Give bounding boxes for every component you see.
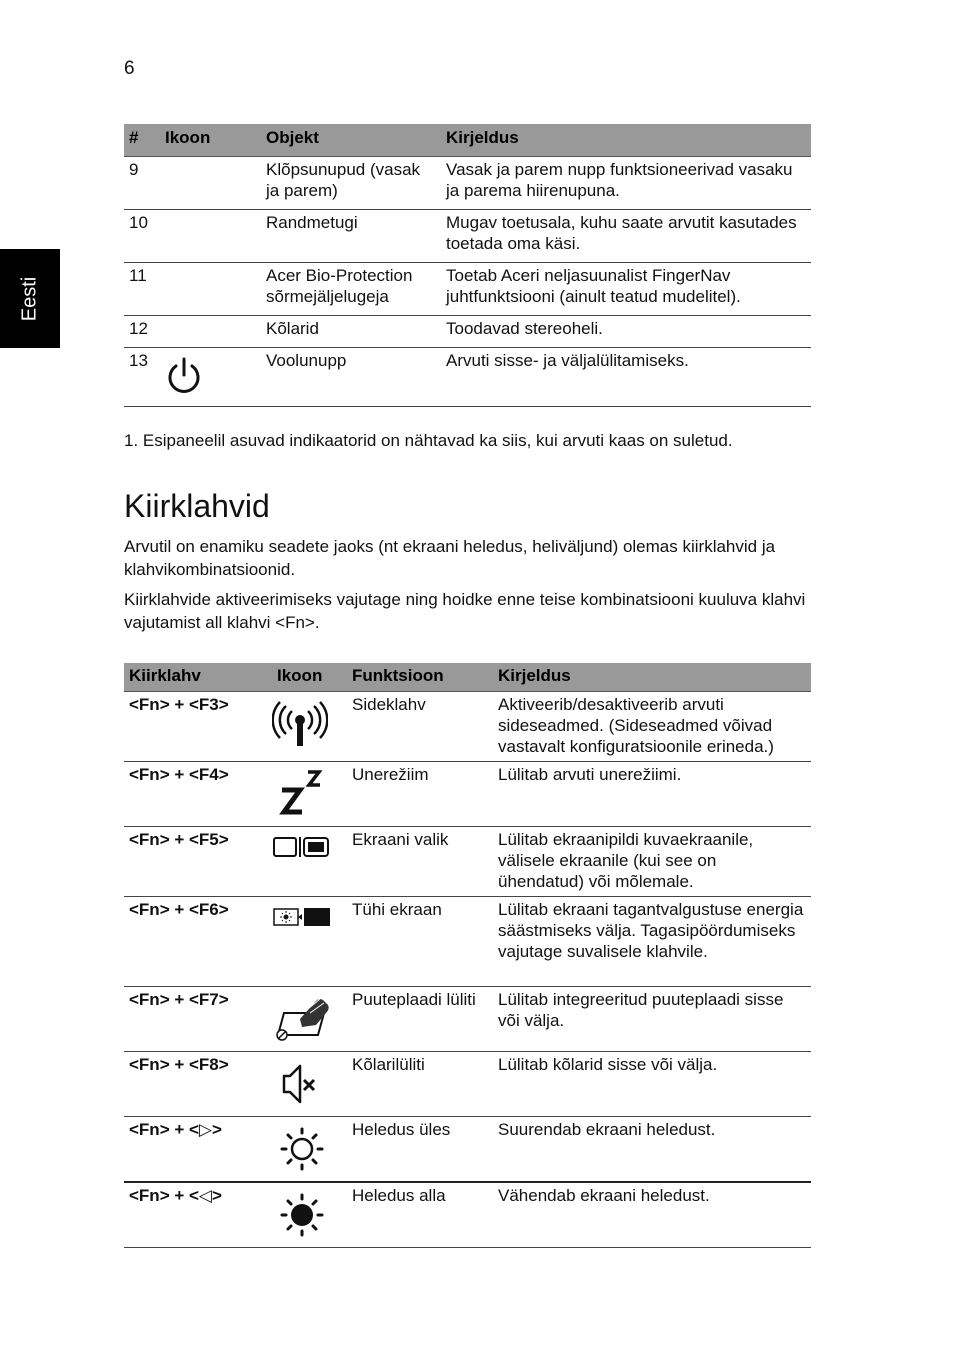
intro-paragraph: Arvutil on enamiku seadete jaoks (nt ekraani heledus, heliväljund) olemas kiirklahvid ja klahvikombinatsioonid. <box>124 537 776 579</box>
row-object: Kõlarid <box>261 315 441 347</box>
hotkey-function: Heledus üles <box>347 1116 493 1182</box>
row-icon-cell <box>272 826 347 896</box>
hotkey: <Fn> + <F6> <box>124 896 272 986</box>
hotkey: <Fn> + <F7> <box>124 986 272 1051</box>
row-object: Acer Bio-Protection sõrmejäljelugeja <box>261 262 441 315</box>
row-object: Randmetugi <box>261 209 441 262</box>
screen-blank-icon <box>272 905 332 933</box>
column-header: Ikoon <box>160 124 261 156</box>
hotkey-function: Sideklahv <box>347 691 493 761</box>
column-header: Funktsioon <box>347 663 493 691</box>
hotkey-description: Aktiveerib/desaktiveerib arvuti sideseadmed. (Sideseadmed võivad vastavalt konfiguratsioonile erineda.) <box>493 691 811 761</box>
hotkey-function: Ekraani valik <box>347 826 493 896</box>
components-table <box>124 124 811 407</box>
table-row <box>124 691 811 761</box>
sleep-icon <box>272 768 328 820</box>
row-number: 11 <box>124 262 160 315</box>
language-tab <box>0 249 60 348</box>
column-header: Kirjeldus <box>493 663 811 691</box>
row-icon-cell <box>272 1051 347 1116</box>
table-row <box>124 315 811 347</box>
row-icon-cell <box>160 209 261 262</box>
touchpad-toggle-icon <box>272 993 332 1045</box>
row-number: 9 <box>124 156 160 209</box>
table-row <box>124 262 811 315</box>
row-icon-cell <box>160 347 261 406</box>
table-row <box>124 347 811 406</box>
hotkeys-table <box>124 663 811 1248</box>
hotkey-function: Tühi ekraan <box>347 896 493 986</box>
table-header-row <box>124 124 811 156</box>
row-icon-cell <box>272 761 347 826</box>
row-description: Arvuti sisse- ja väljalülitamiseks. <box>441 347 811 406</box>
row-icon-cell <box>272 986 347 1051</box>
hotkey-description: Suurendab ekraani heledust. <box>493 1116 811 1182</box>
row-icon-cell <box>160 315 261 347</box>
hotkey-function: Heledus alla <box>347 1182 493 1247</box>
hotkey-description: Lülitab arvuti unerežiimi. <box>493 761 811 826</box>
row-icon-cell <box>272 1182 347 1247</box>
wireless-icon <box>272 698 328 750</box>
hotkey-description: Lülitab ekraanipildi kuvaekraanile, välisele ekraanile (kui see on ühendatud) või mõlemale. <box>493 826 811 896</box>
table-row <box>124 1182 811 1247</box>
hotkey: <Fn> + <F3> <box>124 691 272 761</box>
table-row <box>124 826 811 896</box>
display-switch-icon <box>272 835 332 865</box>
row-description: Mugav toetusala, kuhu saate arvutit kasutades toetada oma käsi. <box>441 209 811 262</box>
hotkey-description: Lülitab integreeritud puuteplaadi sisse või välja. <box>493 986 811 1051</box>
hotkey-description: Lülitab kõlarid sisse või välja. <box>493 1051 811 1116</box>
row-icon-cell <box>272 896 347 986</box>
table-row <box>124 986 811 1051</box>
hotkey-description: Lülitab ekraani tagantvalgustuse energia säästmiseks välja. Tagasipöördumiseks vajutage suvalisele klahvile. <box>493 896 811 986</box>
hotkey-function: Puuteplaadi lüliti <box>347 986 493 1051</box>
row-icon-cell <box>272 1116 347 1182</box>
row-number: 13 <box>124 347 160 406</box>
table-row <box>124 896 811 986</box>
speaker-mute-icon <box>272 1058 328 1110</box>
brightness-down-icon <box>272 1189 328 1241</box>
table-row <box>124 761 811 826</box>
column-header: Objekt <box>261 124 441 156</box>
hotkey: <Fn> + <▷> <box>124 1116 272 1182</box>
power-icon <box>164 356 204 400</box>
column-header: # <box>124 124 160 156</box>
column-header: Kirjeldus <box>441 124 811 156</box>
language-tab-label: Eesti <box>18 276 41 321</box>
row-object: Klõpsunupud (vasak ja parem) <box>261 156 441 209</box>
row-icon-cell <box>160 262 261 315</box>
section-title: Kiirklahvid <box>124 488 270 524</box>
table-row <box>124 1116 811 1182</box>
hotkey: <Fn> + <F5> <box>124 826 272 896</box>
column-header: Kiirklahv <box>124 663 272 691</box>
row-icon-cell <box>160 156 261 209</box>
hotkey: <Fn> + <F8> <box>124 1051 272 1116</box>
brightness-up-icon <box>272 1123 328 1175</box>
row-object: Voolunupp <box>261 347 441 406</box>
row-description: Vasak ja parem nupp funktsioneerivad vasaku ja parema hiirenupuna. <box>441 156 811 209</box>
row-description: Toetab Aceri neljasuunalist FingerNav juhtfunktsiooni (ainult teatud mudelitel). <box>441 262 811 315</box>
footnote: 1. Esipaneelil asuvad indikaatorid on nähtavad ka siis, kui arvuti kaas on suletud. <box>124 431 733 450</box>
row-description: Toodavad stereoheli. <box>441 315 811 347</box>
row-number: 12 <box>124 315 160 347</box>
table-row <box>124 209 811 262</box>
hotkey: <Fn> + <◁> <box>124 1182 272 1247</box>
hotkey-description: Vähendab ekraani heledust. <box>493 1182 811 1247</box>
table-row <box>124 156 811 209</box>
hotkey-function: Kõlarilüliti <box>347 1051 493 1116</box>
column-header: Ikoon <box>272 663 347 691</box>
page-number: 6 <box>124 58 135 79</box>
instruction-paragraph: Kiirklahvide aktiveerimiseks vajutage ning hoidke enne teise kombinatsiooni kuuluva klahvi vajutamist all klahvi <Fn>. <box>124 590 806 632</box>
row-number: 10 <box>124 209 160 262</box>
hotkey: <Fn> + <F4> <box>124 761 272 826</box>
row-icon-cell <box>272 691 347 761</box>
hotkey-function: Unerežiim <box>347 761 493 826</box>
table-row <box>124 1051 811 1116</box>
table-header-row <box>124 663 811 691</box>
